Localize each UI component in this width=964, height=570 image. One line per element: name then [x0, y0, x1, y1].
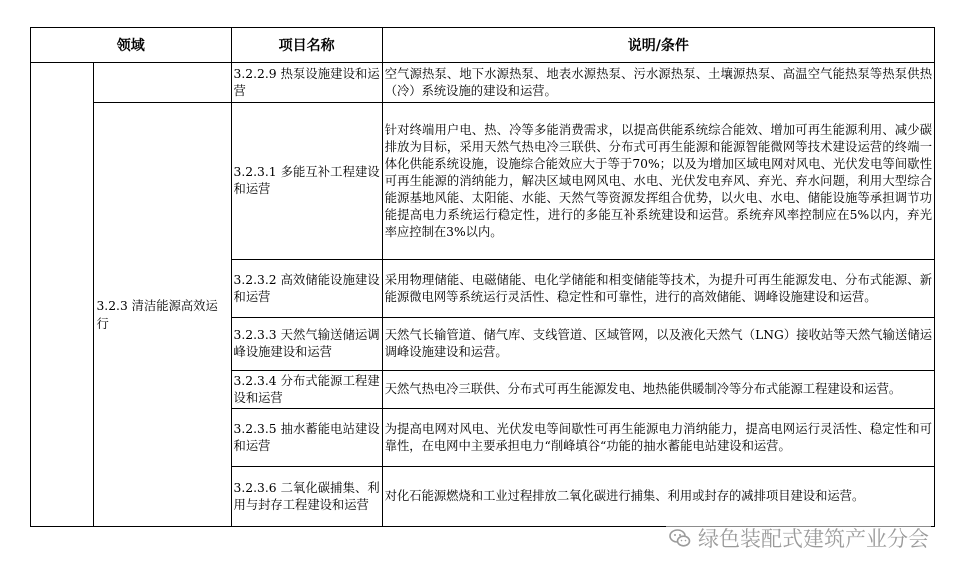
watermark	[666, 523, 931, 553]
table-row	[31, 63, 935, 103]
project-description: 对化石能源燃烧和工业过程排放二氧化碳进行捕集、利用或封存的减排项目建设和运营。	[382, 467, 934, 527]
project-name: 3.2.3.5 抽水蓄能电站建设和运营	[231, 409, 382, 467]
header-description: 说明/条件	[382, 28, 934, 63]
table-row	[31, 103, 935, 260]
project-name: 3.2.3.4 分布式能源工程建设和运营	[231, 371, 382, 409]
subdomain-cell: 3.2.3 清洁能源高效运行	[94, 103, 231, 527]
project-description: 空气源热泵、地下水源热泵、地表水源热泵、污水源热泵、土壤源热泵、高温空气能热泵等热泵供热（冷）系统设施的建设和运营。	[382, 63, 934, 103]
project-description: 采用物理储能、电磁储能、电化学储能和相变储能等技术，为提升可再生能源发电、分布式能源、新能源微电网等系统运行灵活性、稳定性和可靠性，进行的高效储能、调峰设施建设和运营。	[382, 260, 934, 318]
project-description: 天然气热电冷三联供、分布式可再生能源发电、地热能供暖制冷等分布式能源工程建设和运营。	[382, 371, 934, 409]
project-name: 3.2.3.3 天然气输送储运调峰设施建设和运营	[231, 318, 382, 371]
subdomain-cell-empty	[94, 63, 231, 103]
project-name: 3.2.3.2 高效储能设施建设和运营	[231, 260, 382, 318]
project-description: 针对终端用户电、热、冷等多能消费需求，以提高供能系统综合能效、增加可再生能源利用、减少碳排放为目标，采用天然气热电冷三联供、分布式可再生能源和能源智能微网等技术建设运营的终端一体化供能系统设施，设施综合能效应大于等于70%；以及为增加区域电网对风电、光伏发电等间歇性可再生能源的消纳能力，解决区域电网风电、水电、光伏发电弃风、弃光、弃水问题，利用大型综合能源基地风能、太阳能、水能、天然气等资源发挥组合优势，以火电、水电、储能设施等承担调节功能提高电力系统运行稳定性，进行的多能互补系统建设和运营。系统弃风率控制应在5%以内，弃光率应控制在3%以内。	[382, 103, 934, 260]
project-description: 为提高电网对风电、光伏发电等间歇性可再生能源电力消纳能力，提高电网运行灵活性、稳定性和可靠性，在电网中主要承担电力“削峰填谷“功能的抽水蓄能电站建设和运营。	[382, 409, 934, 467]
project-name: 3.2.3.1 多能互补工程建设和运营	[231, 103, 382, 260]
project-name: 3.2.2.9 热泵设施建设和运营	[231, 63, 382, 103]
project-description: 天然气长输管道、储气库、支线管道、区域管网，以及液化天然气（LNG）接收站等天然气输送储运调峰设施建设和运营。	[382, 318, 934, 371]
domain-cell-empty	[31, 63, 94, 527]
header-domain: 领域	[31, 28, 232, 63]
watermark-text: 绿色装配式建筑产业分会	[698, 527, 929, 551]
project-name: 3.2.3.6 二氧化碳捕集、利用与封存工程建设和运营	[231, 467, 382, 527]
wechat-icon	[668, 526, 692, 550]
header-project-name: 项目名称	[231, 28, 382, 63]
catalog-table	[30, 27, 935, 527]
table-header-row	[31, 28, 935, 63]
